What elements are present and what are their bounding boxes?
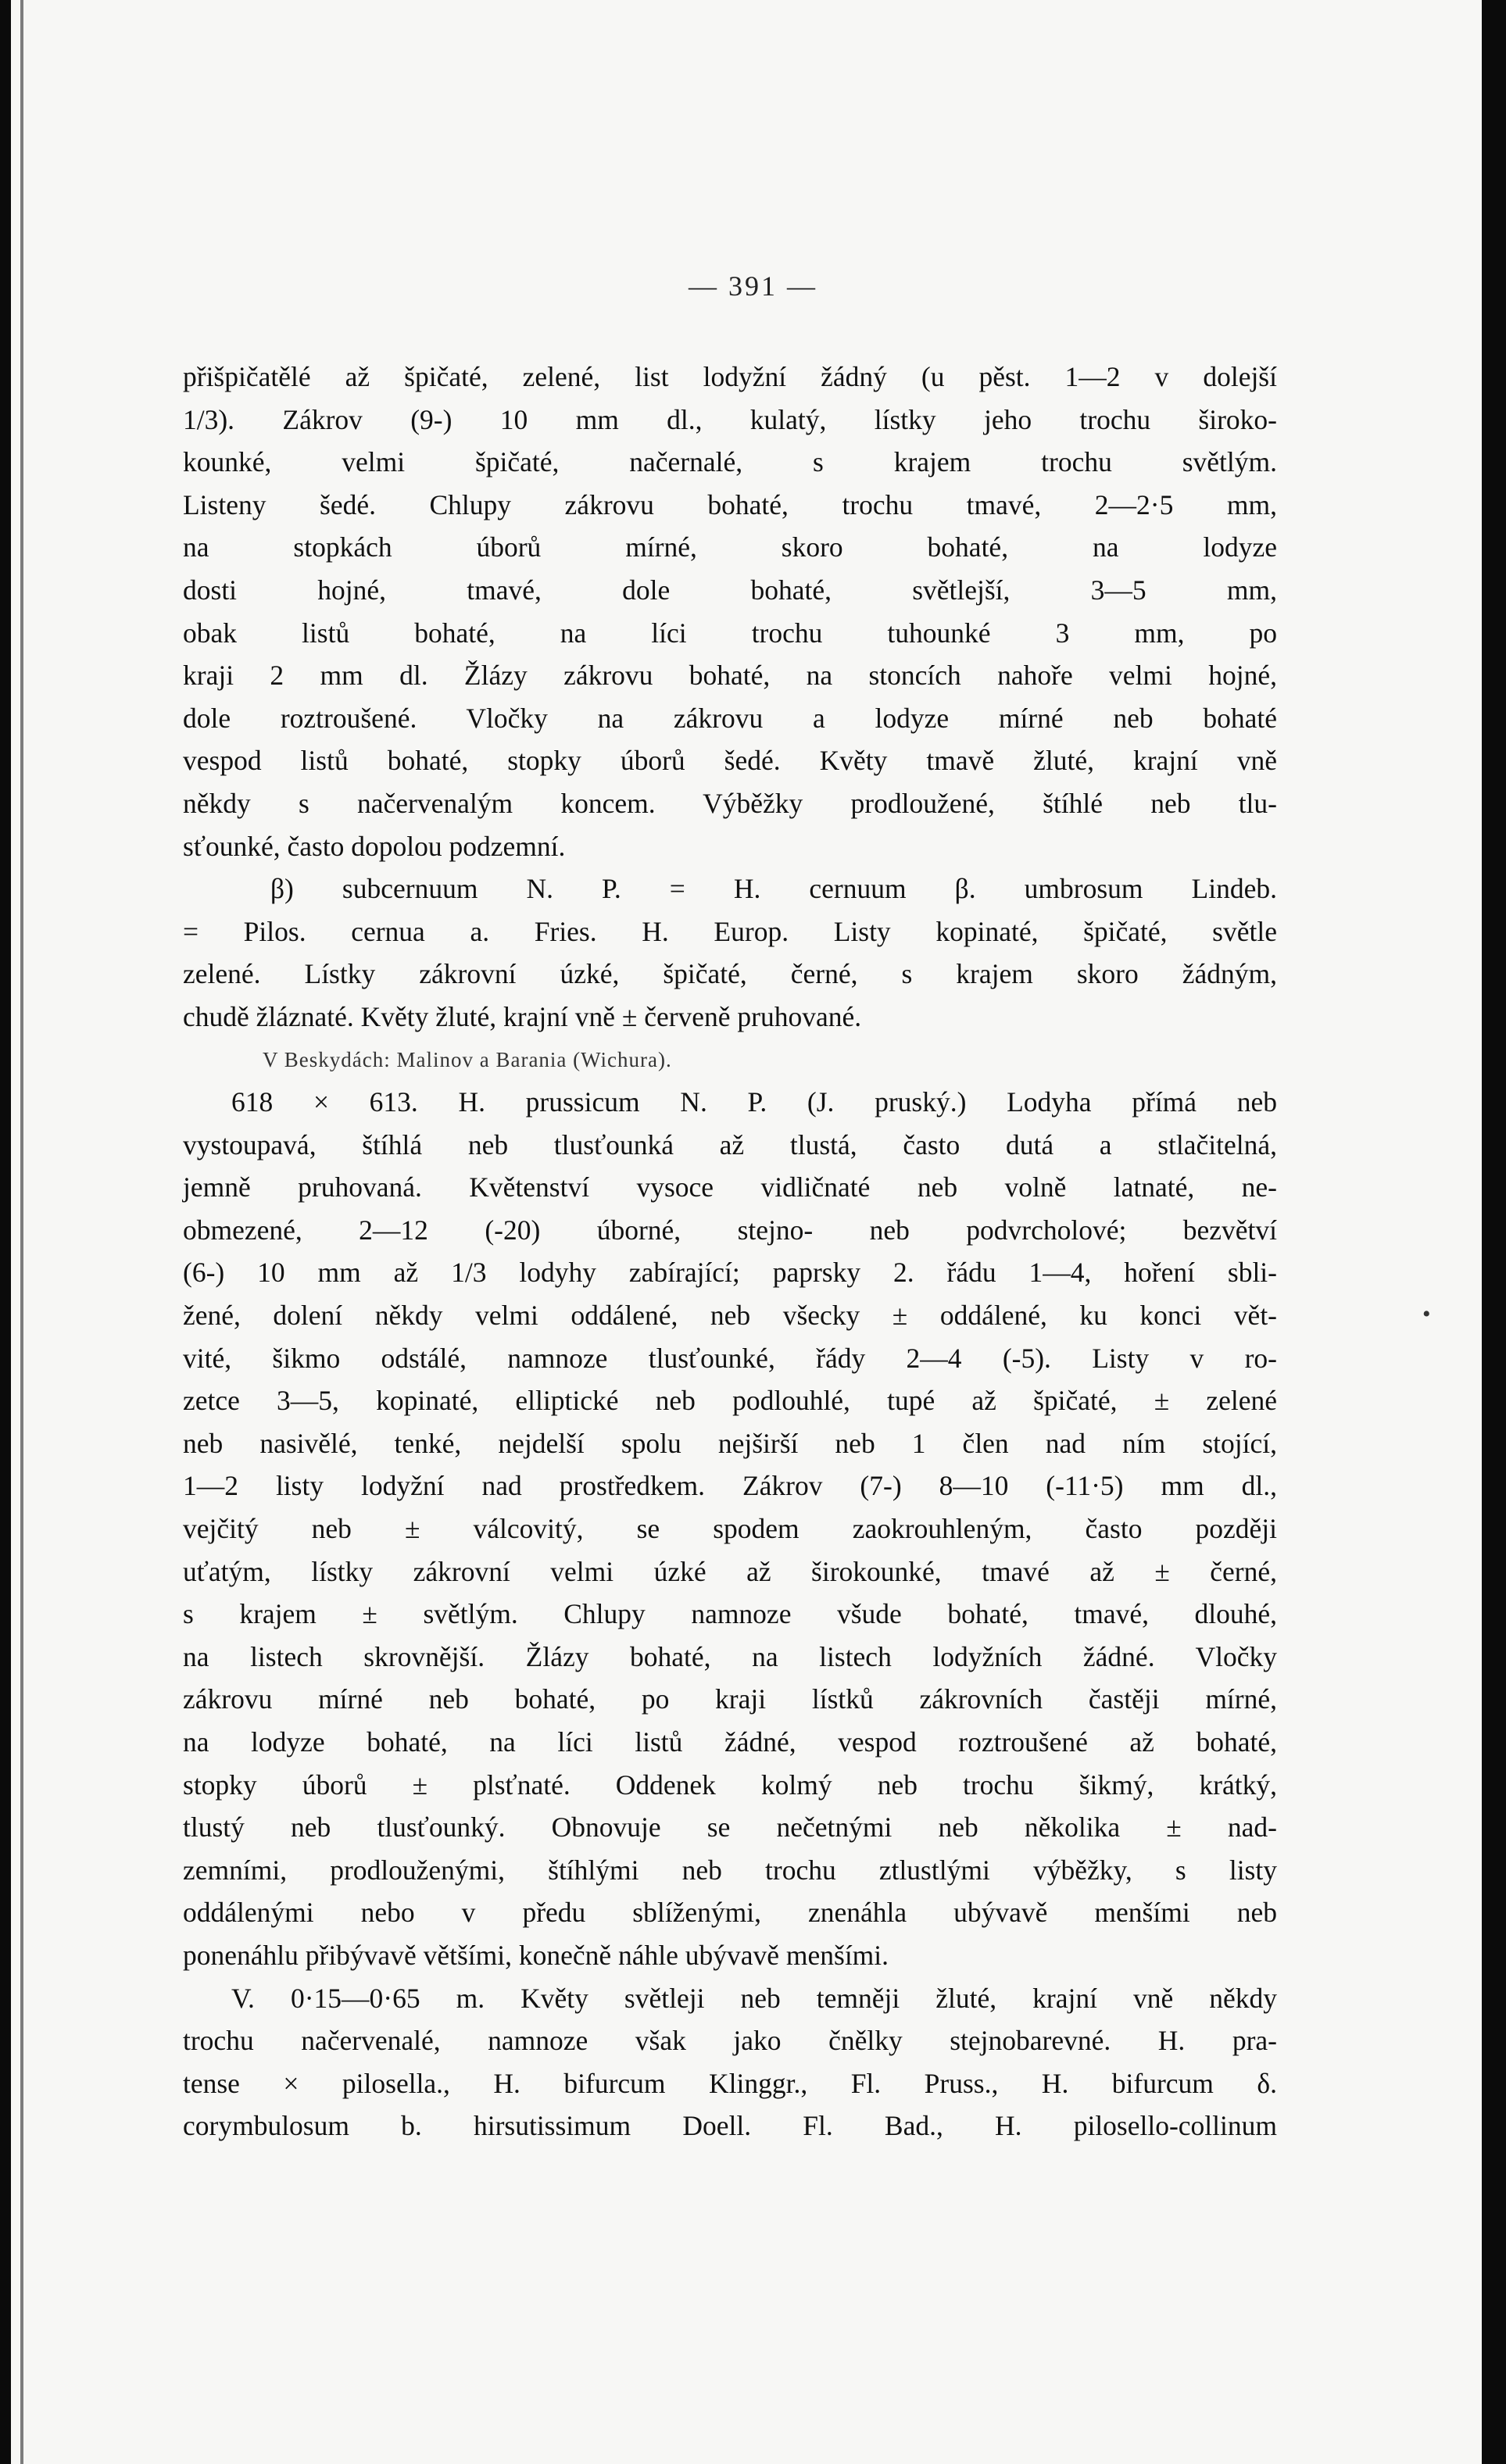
body-text [183, 356, 1277, 2148]
text-line: s krajem ± světlým. Chlupy namnoze všude bohaté, tmavé, dlouhé, [183, 1598, 1277, 1630]
text-line: zetce 3—5, kopinaté, elliptické neb podlouhlé, tupé až špičaté, ± zelené [183, 1385, 1277, 1417]
text-line: jemně pruhovaná. Květenství vysoce vidličnaté neb volně latnaté, ne- [183, 1171, 1277, 1203]
text-line: dosti hojné, tmavé, dole bohaté, světlejší, 3—5 mm, [183, 574, 1277, 606]
text-line: ponenáhlu přibývavě většími, konečně náhle ubývavě menšími. [183, 1939, 889, 1971]
text-line: obmezené, 2—12 (-20) úborné, stejno- neb podvrcholové; bezvětví [183, 1214, 1277, 1246]
text-line: obak listů bohaté, na líci trochu tuhounké 3 mm, po [183, 617, 1277, 649]
text-line: tlustý neb tlusťounký. Obnovuje se nečetnými neb několika ± nad- [183, 1811, 1277, 1844]
variety-heading-line: β) subcernuum N. P. = H. cernuum β. umbrosum Lindeb. [270, 873, 1277, 905]
text-line: někdy s načervenalým koncem. Výběžky prodloužené, štíhlé neb tlu- [183, 787, 1277, 819]
scan-left-border [0, 0, 11, 2464]
text-line: kraji 2 mm dl. Žlázy zákrovu bohaté, na stoncích nahoře velmi hojné, [183, 660, 1277, 692]
text-line: 1/3). Zákrov (9-) 10 mm dl., kulatý, lístky jeho trochu široko- [183, 403, 1277, 435]
text-line: vité, šikmo odstálé, namnoze tlusťounké, řády 2—4 (-5). Listy v ro- [183, 1342, 1277, 1374]
text-line: neb nasivělé, tenké, nejdelší spolu nejširší neb 1 člen nad ním stojící, [183, 1427, 1277, 1459]
text-line: na listech skrovnější. Žlázy bohaté, na listech lodyžních žádné. Vločky [183, 1640, 1277, 1672]
text-line: V. 0·15—0·65 m. Květy světleji neb temněji žluté, krajní vně někdy [231, 1982, 1277, 2014]
text-line: dole roztroušené. Vločky na zákrovu a lodyze mírné neb bohaté [183, 702, 1277, 734]
text-line: sťounké, často dopolou podzemní. [183, 830, 566, 862]
text-line: uťatým, lístky zákrovní velmi úzké až širokounké, tmavé až ± černé, [183, 1555, 1277, 1587]
text-line: = Pilos. cernua a. Fries. H. Europ. Listy kopinaté, špičaté, světle [183, 915, 1277, 947]
text-line: vespod listů bohaté, stopky úborů šedé. Květy tmavě žluté, krajní vně [183, 745, 1277, 777]
text-line: na stopkách úborů mírné, skoro bohaté, na lodyze [183, 531, 1277, 563]
text-line: přišpičatělé až špičaté, zelené, list lodyžní žádný (u pěst. 1—2 v dolejší [183, 361, 1277, 392]
page-number: — 391 — [689, 270, 817, 302]
text-line: vejčitý neb ± válcovitý, se spodem zaokrouhleným, často později [183, 1513, 1277, 1545]
text-line: tense × pilosella., H. bifurcum Klinggr., Fl. Pruss., H. bifurcum δ. [183, 2067, 1277, 2099]
text-line: na lodyze bohaté, na líci listů žádné, vespod roztroušené až bohaté, [183, 1726, 1277, 1758]
text-line: vystoupavá, štíhlá neb tlusťounká až tlustá, často dutá a stlačitelná, [183, 1128, 1277, 1160]
scan-right-border [1482, 0, 1506, 2464]
text-line: oddálenými nebo v předu sblíženými, znenáhla ubývavě menšími neb [183, 1897, 1277, 1929]
text-line: žené, dolení někdy velmi oddálené, neb všecky ± oddálené, ku konci vět- [183, 1300, 1277, 1332]
text-line: trochu načervenalé, namnoze však jako čnělky stejnobarevné. H. pra- [183, 2025, 1277, 2057]
locality-line: V Beskydách: Malinov a Barania (Wichura). [263, 1047, 672, 1071]
text-line: zemními, prodlouženými, štíhlými neb trochu ztlustlými výběžky, s listy [183, 1854, 1277, 1886]
text-line: chudě žláznaté. Květy žluté, krajní vně ± červeně pruhované. [183, 1000, 862, 1032]
scan-binding-line [20, 0, 23, 2464]
text-line: (6-) 10 mm až 1/3 lodyhy zabírající; paprsky 2. řádu 1—4, hoření sbli- [183, 1257, 1277, 1289]
text-line: stopky úborů ± plsťnaté. Oddenek kolmý neb trochu šikmý, krátký, [183, 1768, 1277, 1801]
text-line: zelené. Lístky zákrovní úzké, špičaté, černé, s krajem skoro žádným, [183, 958, 1277, 990]
stray-dot-mark: • [1422, 1301, 1431, 1327]
species-heading-line: 618 × 613. H. prussicum N. P. (J. pruský.) Lodyha přímá neb [231, 1086, 1277, 1118]
text-line: 1—2 listy lodyžní nad prostředkem. Zákrov (7-) 8—10 (-11·5) mm dl., [183, 1470, 1277, 1502]
text-line: zákrovu mírné neb bohaté, po kraji lístků zákrovních častěji mírné, [183, 1683, 1277, 1715]
text-line: Listeny šedé. Chlupy zákrovu bohaté, trochu tmavé, 2—2·5 mm, [183, 488, 1277, 520]
text-line: corymbulosum b. hirsutissimum Doell. Fl. Bad., H. pilosello-collinum [183, 2110, 1277, 2142]
text-line: kounké, velmi špičaté, načernalé, s krajem trochu světlým. [183, 446, 1277, 478]
